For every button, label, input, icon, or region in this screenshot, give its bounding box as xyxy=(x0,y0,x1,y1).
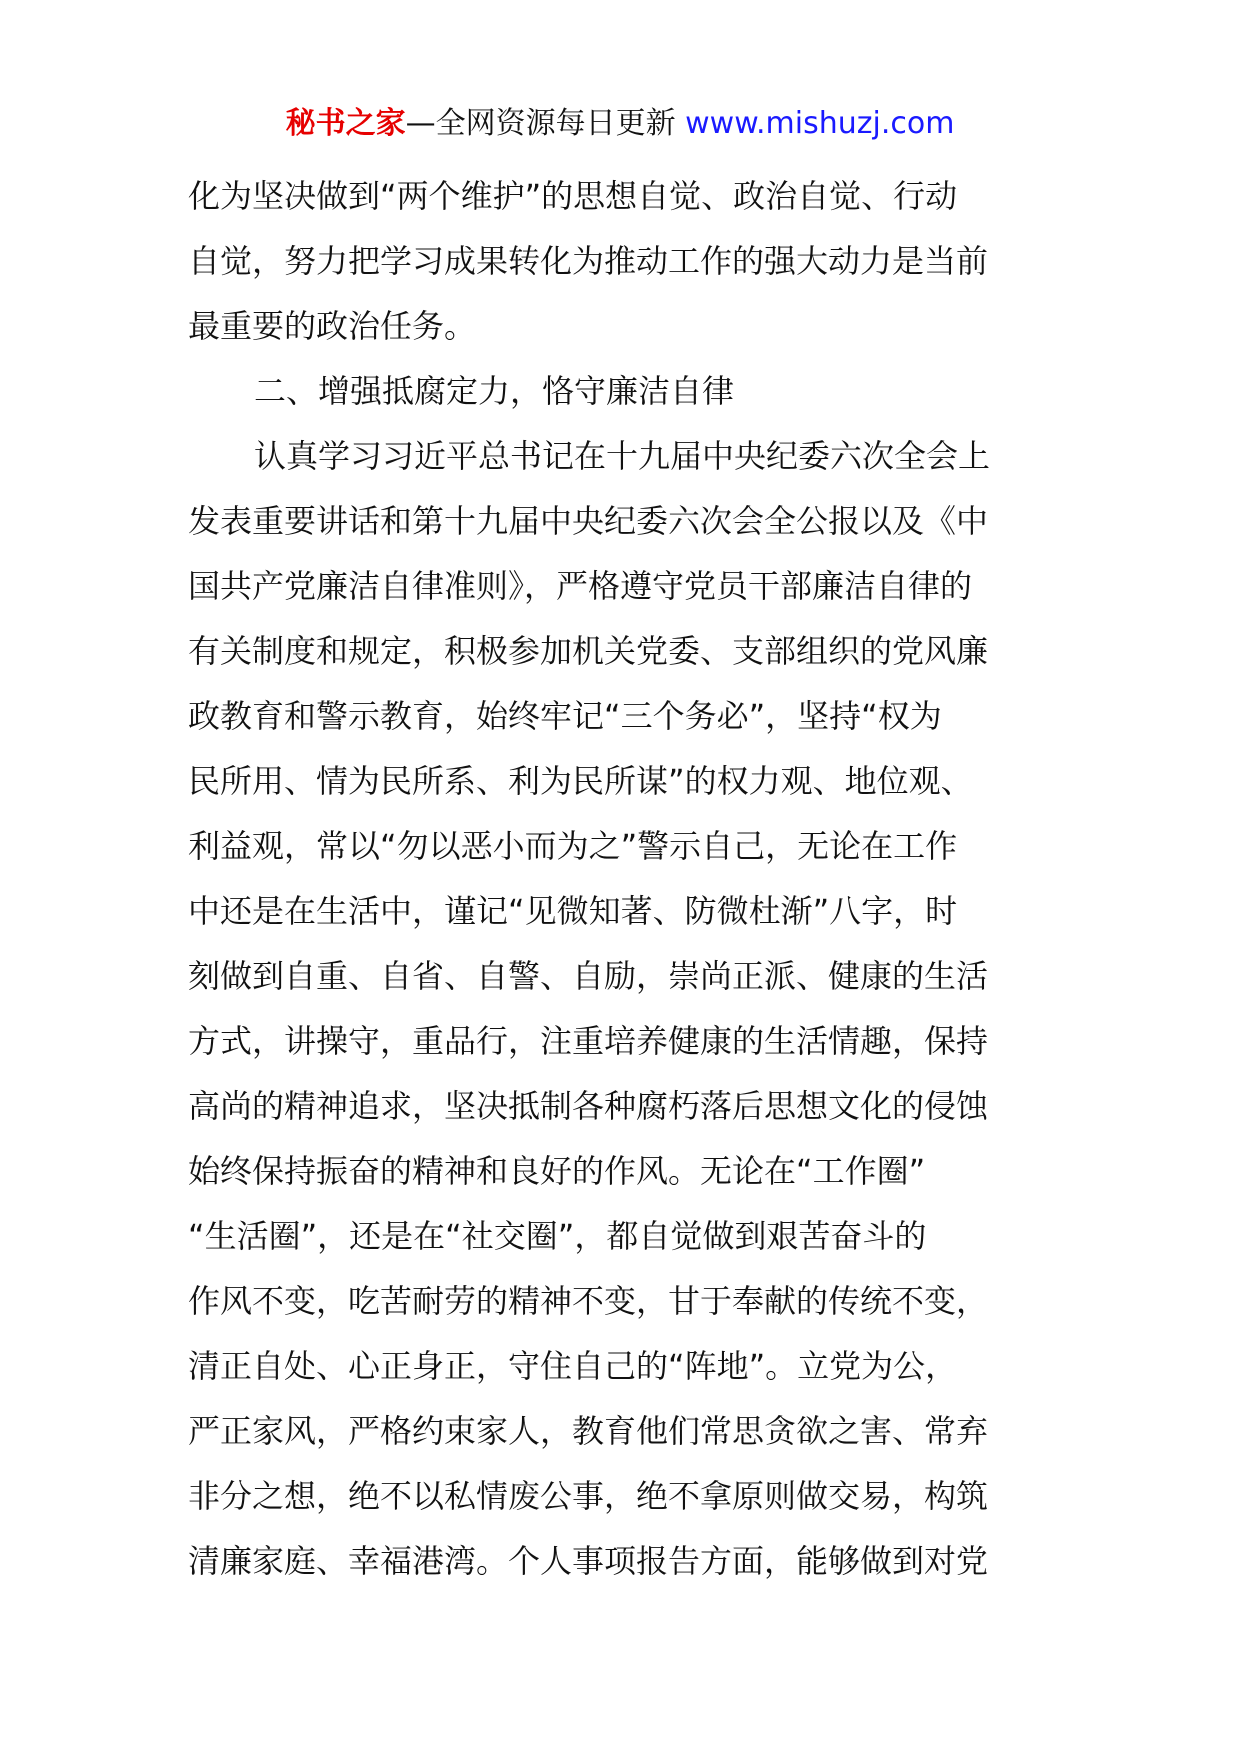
paragraph-line: 清廉家庭、幸福港湾。个人事项报告方面，能够做到对党 xyxy=(188,1542,989,1580)
paragraph-line: 利益观，常以“勿以恶小而为之”警示自己，无论在工作 xyxy=(188,827,958,865)
section-heading: 二、增强抵腐定力，恪守廉洁自律 xyxy=(254,372,735,410)
paragraph-line: 有关制度和规定，积极参加机关党委、支部组织的党风廉 xyxy=(188,632,989,670)
paragraph-line: 最重要的政治任务。 xyxy=(188,307,477,345)
paragraph-line: “生活圈”，还是在“社交圈”，都自觉做到艰苦奋斗的 xyxy=(188,1217,927,1255)
paragraph-line: 高尚的精神追求，坚决抵制各种腐朽落后思想文化的侵蚀 xyxy=(188,1087,989,1125)
paragraph-line: 严正家风，严格约束家人，教育他们常思贪欲之害、常弃 xyxy=(188,1412,989,1450)
paragraph-line: 作风不变，吃苦耐劳的精神不变，甘于奉献的传统不变， xyxy=(188,1282,989,1320)
header-brand: 秘书之家 xyxy=(285,106,406,141)
paragraph-line: 化为坚决做到“两个维护”的思想自觉、政治自觉、行动 xyxy=(188,177,958,215)
paragraph-line: 清正自处、心正身正，守住自己的“阵地”。立党为公， xyxy=(188,1347,958,1385)
document-body xyxy=(188,164,1058,1594)
paragraph-line: 中还是在生活中，谨记“见微知著、防微杜渐”八字，时 xyxy=(188,892,958,930)
paragraph-line: 国共产党廉洁自律准则》，严格遵守党员干部廉洁自律的 xyxy=(188,567,973,605)
paragraph-line: 非分之想，绝不以私情废公事，绝不拿原则做交易，构筑 xyxy=(188,1477,989,1515)
header-slogan: —全网资源每日更新 xyxy=(405,106,676,141)
paragraph-line: 政教育和警示教育，始终牢记“三个务必”，坚持“权为 xyxy=(188,697,942,735)
paragraph-line: 方式，讲操守，重品行，注重培养健康的生活情趣，保持 xyxy=(188,1022,989,1060)
paragraph-line: 刻做到自重、自省、自警、自励，崇尚正派、健康的生活 xyxy=(188,957,989,995)
header-url-link[interactable]: www.mishuzj.com xyxy=(685,106,955,141)
paragraph-line: 发表重要讲话和第十九届中央纪委六次会全公报以及《中 xyxy=(188,502,989,540)
page-header xyxy=(0,104,1240,144)
paragraph-line: 自觉，努力把学习成果转化为推动工作的强大动力是当前 xyxy=(188,242,989,280)
paragraph-line: 认真学习习近平总书记在十九届中央纪委六次全会上 xyxy=(254,437,991,475)
paragraph-line: 民所用、情为民所系、利为民所谋”的权力观、地位观、 xyxy=(188,762,973,800)
paragraph-line: 始终保持振奋的精神和良好的作风。无论在“工作圈” xyxy=(188,1152,926,1190)
